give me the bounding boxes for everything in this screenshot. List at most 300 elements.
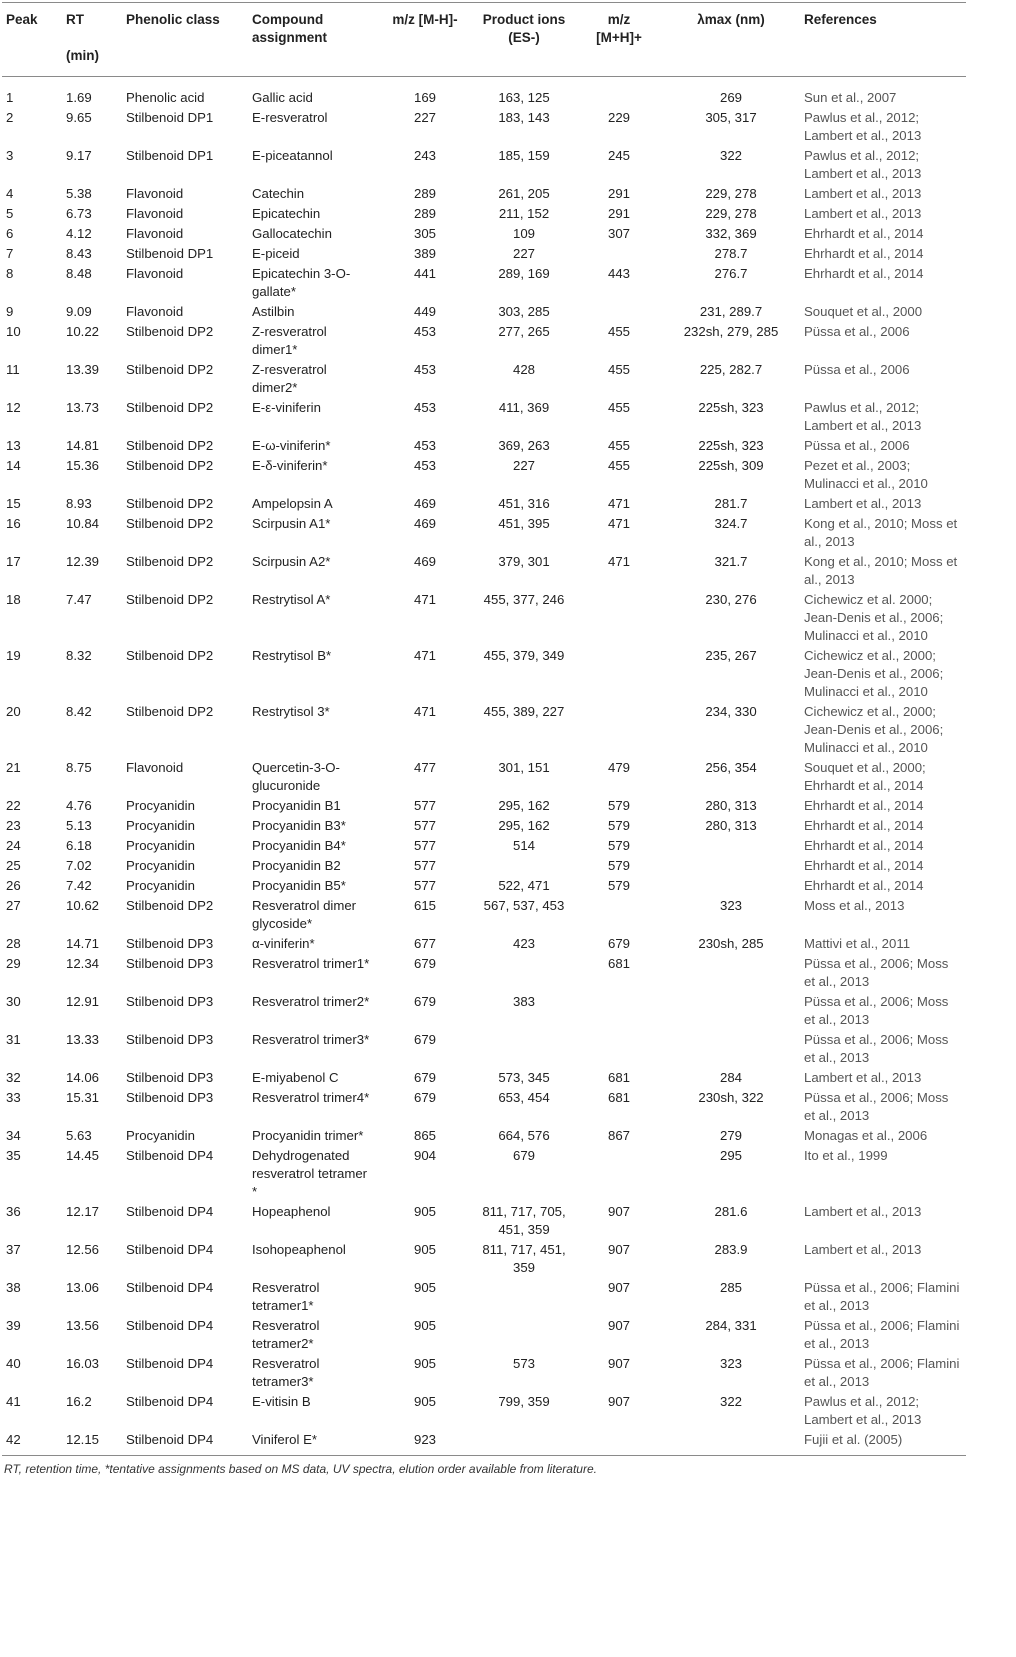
- cell-compound: Ampelopsin A: [252, 496, 333, 511]
- cell-rt: 14.81: [66, 438, 100, 453]
- cell-peak: 41: [6, 1394, 21, 1409]
- cell-peak: 22: [6, 798, 21, 813]
- table-row: [2, 1029, 966, 1067]
- cell-peak: 36: [6, 1204, 21, 1219]
- cell-lambda-max: [662, 835, 800, 855]
- cell-lambda-max: 322: [719, 148, 742, 163]
- cell-rt: 4.76: [66, 798, 92, 813]
- table-row: [2, 953, 966, 991]
- cell-mz-pos: 907: [607, 1356, 630, 1371]
- cell-lambda-max: 235, 267: [705, 648, 757, 663]
- cell-compound: Procyanidin B4*: [252, 838, 346, 853]
- cell-lambda-max: 284: [719, 1070, 742, 1085]
- table-row: [2, 301, 966, 321]
- cell-mz-neg: 577: [413, 858, 436, 873]
- cell-peak: 40: [6, 1356, 21, 1371]
- cell-peak: 34: [6, 1128, 21, 1143]
- cell-references: Pawlus et al., 2012; Lambert et al., 2013: [804, 400, 922, 433]
- cell-mz-neg: 477: [413, 760, 436, 775]
- cell-mz-pos: [576, 77, 662, 108]
- header-references: [800, 3, 966, 77]
- cell-product-ions: 514: [512, 838, 535, 853]
- cell-lambda-max: 321.7: [714, 554, 748, 569]
- cell-mz-pos: [576, 701, 662, 757]
- cell-mz-pos: 907: [607, 1394, 630, 1409]
- cell-class: Stilbenoid DP4: [126, 1318, 214, 1333]
- cell-class: Procyanidin: [126, 1128, 195, 1143]
- cell-compound: E-ω-viniferin*: [252, 438, 331, 453]
- table-row: [2, 1201, 966, 1239]
- cell-product-ions: 227: [512, 246, 535, 261]
- cell-mz-neg: 469: [413, 516, 436, 531]
- cell-lambda-max: [662, 1429, 800, 1456]
- cell-peak: 25: [6, 858, 21, 873]
- cell-product-ions: 799, 359: [498, 1394, 550, 1409]
- cell-mz-pos: 907: [607, 1280, 630, 1295]
- cell-mz-pos: 867: [607, 1128, 630, 1143]
- cell-mz-pos: 579: [607, 838, 630, 853]
- cell-peak: 26: [6, 878, 21, 893]
- table-row: [2, 455, 966, 493]
- cell-product-ions: 522, 471: [498, 878, 550, 893]
- cell-compound: Astilbin: [252, 304, 295, 319]
- cell-lambda-max: 323: [719, 898, 742, 913]
- cell-references: Ehrhardt et al., 2014: [804, 858, 924, 873]
- cell-mz-pos: 229: [607, 110, 630, 125]
- cell-compound: Restrytisol A*: [252, 592, 331, 607]
- cell-mz-neg: 905: [413, 1204, 436, 1219]
- cell-mz-neg: 289: [413, 186, 436, 201]
- cell-product-ions: 277, 265: [498, 324, 550, 339]
- cell-mz-pos: 471: [607, 554, 630, 569]
- table-row: [2, 701, 966, 757]
- cell-compound: Resveratrol dimer glycoside*: [252, 898, 357, 931]
- cell-product-ions: 295, 162: [498, 818, 550, 833]
- cell-peak: 38: [6, 1280, 21, 1295]
- cell-rt: 15.31: [66, 1090, 100, 1105]
- table-row: [2, 107, 966, 145]
- table-row: [2, 589, 966, 645]
- cell-compound: Procyanidin B1: [252, 798, 341, 813]
- cell-references: Kong et al., 2010; Moss et al., 2013: [804, 516, 958, 549]
- table-row: [2, 493, 966, 513]
- table-row: [2, 145, 966, 183]
- cell-lambda-max: 230sh, 285: [698, 936, 764, 951]
- cell-lambda-max: 278.7: [714, 246, 748, 261]
- cell-class: Stilbenoid DP2: [126, 362, 214, 377]
- cell-compound: E-δ-viniferin*: [252, 458, 328, 473]
- cell-peak: 29: [6, 956, 21, 971]
- cell-product-ions: 303, 285: [498, 304, 550, 319]
- table-row: [2, 263, 966, 301]
- cell-peak: 14: [6, 458, 21, 473]
- table-row: [2, 795, 966, 815]
- cell-rt: 14.06: [66, 1070, 100, 1085]
- cell-peak: 28: [6, 936, 21, 951]
- cell-compound: E-piceid: [252, 246, 300, 261]
- cell-rt: 12.56: [66, 1242, 100, 1257]
- cell-references: Lambert et al., 2013: [804, 1070, 922, 1085]
- cell-compound: Gallocatechin: [252, 226, 332, 241]
- cell-mz-neg: 169: [413, 90, 436, 105]
- table-row: [2, 875, 966, 895]
- cell-peak: 20: [6, 704, 21, 719]
- cell-mz-neg: 389: [413, 246, 436, 261]
- cell-rt: 13.73: [66, 400, 100, 415]
- cell-references: Ito et al., 1999: [804, 1148, 888, 1163]
- cell-compound: Viniferol E*: [252, 1432, 317, 1447]
- cell-peak: 16: [6, 516, 21, 531]
- cell-references: Kong et al., 2010; Moss et al., 2013: [804, 554, 958, 587]
- cell-mz-pos: 455: [607, 438, 630, 453]
- cell-product-ions: 811, 717, 451, 359: [482, 1242, 566, 1275]
- cell-lambda-max: 284, 331: [705, 1318, 757, 1333]
- cell-references: Sun et al., 2007: [804, 90, 897, 105]
- table-row: [2, 835, 966, 855]
- cell-mz-neg: 441: [413, 266, 436, 281]
- cell-product-ions: 573, 345: [498, 1070, 550, 1085]
- cell-rt: 5.63: [66, 1128, 92, 1143]
- cell-lambda-max: [662, 1029, 800, 1067]
- cell-lambda-max: 281.6: [714, 1204, 748, 1219]
- header-line: Product ions: [482, 12, 566, 27]
- cell-lambda-max: 332, 369: [705, 226, 757, 241]
- cell-lambda-max: 225sh, 309: [698, 458, 764, 473]
- cell-product-ions: 301, 151: [498, 760, 550, 775]
- cell-peak: 15: [6, 496, 21, 511]
- cell-lambda-max: 229, 278: [705, 186, 757, 201]
- cell-references: Ehrhardt et al., 2014: [804, 818, 924, 833]
- table-row: [2, 757, 966, 795]
- cell-product-ions: 423: [512, 936, 535, 951]
- cell-mz-neg: 905: [413, 1242, 436, 1257]
- cell-rt: 8.48: [66, 266, 92, 281]
- header-line: [66, 29, 118, 47]
- cell-mz-neg: 471: [413, 704, 436, 719]
- cell-mz-pos: 245: [607, 148, 630, 163]
- cell-mz-neg: 305: [413, 226, 436, 241]
- table-row: [2, 1315, 966, 1353]
- cell-product-ions: 451, 395: [498, 516, 550, 531]
- cell-peak: 5: [6, 206, 14, 221]
- cell-references: Ehrhardt et al., 2014: [804, 266, 924, 281]
- cell-compound: Procyanidin B2: [252, 858, 341, 873]
- cell-references: Moss et al., 2013: [804, 898, 905, 913]
- cell-mz-pos: 471: [607, 496, 630, 511]
- table-row: [2, 397, 966, 435]
- cell-class: Stilbenoid DP2: [126, 400, 214, 415]
- cell-references: Püssa et al., 2006; Moss et al., 2013: [804, 1032, 949, 1065]
- cell-references: Lambert et al., 2013: [804, 1204, 922, 1219]
- cell-lambda-max: [662, 875, 800, 895]
- table-row: [2, 77, 966, 108]
- cell-mz-neg: 469: [413, 496, 436, 511]
- cell-references: Püssa et al., 2006: [804, 438, 910, 453]
- cell-class: Procyanidin: [126, 858, 195, 873]
- cell-product-ions: 289, 169: [498, 266, 550, 281]
- cell-peak: 31: [6, 1032, 21, 1047]
- cell-mz-neg: 227: [413, 110, 436, 125]
- cell-product-ions: 383: [512, 994, 535, 1009]
- table-row: [2, 1391, 966, 1429]
- cell-lambda-max: 280, 313: [705, 798, 757, 813]
- cell-peak: 39: [6, 1318, 21, 1333]
- cell-class: Stilbenoid DP1: [126, 246, 214, 261]
- cell-class: Stilbenoid DP2: [126, 516, 214, 531]
- cell-compound: Z-resveratrol dimer2*: [252, 362, 327, 395]
- cell-product-ions: [472, 855, 576, 875]
- cell-mz-neg: 469: [413, 554, 436, 569]
- cell-compound: Catechin: [252, 186, 305, 201]
- cell-references: Monagas et al., 2006: [804, 1128, 928, 1143]
- cell-rt: 14.71: [66, 936, 100, 951]
- cell-peak: 21: [6, 760, 21, 775]
- cell-lambda-max: 231, 289.7: [699, 304, 763, 319]
- cell-compound: Dehydrogenated resveratrol tetramer *: [252, 1148, 368, 1199]
- cell-mz-neg: 577: [413, 798, 436, 813]
- cell-rt: 16.03: [66, 1356, 100, 1371]
- cell-peak: 18: [6, 592, 21, 607]
- table-row: [2, 203, 966, 223]
- cell-product-ions: 455, 379, 349: [483, 648, 565, 663]
- cell-product-ions: [472, 1315, 576, 1353]
- cell-references: Cichewicz et al., 2000; Jean-Denis et al., 2006; Mulinacci et al., 2010: [804, 704, 944, 755]
- cell-product-ions: 573: [512, 1356, 535, 1371]
- cell-rt: 13.56: [66, 1318, 100, 1333]
- cell-mz-pos: 307: [607, 226, 630, 241]
- cell-lambda-max: 280, 313: [705, 818, 757, 833]
- cell-lambda-max: 256, 354: [705, 760, 757, 775]
- cell-peak: 11: [6, 362, 20, 377]
- cell-mz-neg: 677: [413, 936, 436, 951]
- header-rt: [62, 3, 122, 77]
- cell-peak: 9: [6, 304, 14, 319]
- cell-product-ions: 109: [512, 226, 535, 241]
- cell-lambda-max: 324.7: [714, 516, 748, 531]
- cell-class: Stilbenoid DP2: [126, 592, 214, 607]
- cell-rt: 9.09: [66, 304, 92, 319]
- cell-mz-neg: 453: [413, 400, 436, 415]
- table-row: [2, 895, 966, 933]
- cell-product-ions: 185, 159: [498, 148, 550, 163]
- cell-references: Pawlus et al., 2012; Lambert et al., 2013: [804, 1394, 922, 1427]
- cell-mz-neg: 679: [413, 956, 436, 971]
- header-compound: [248, 3, 378, 77]
- cell-product-ions: 653, 454: [498, 1090, 550, 1105]
- cell-references: Cichewicz et al. 2000; Jean-Denis et al., 2006; Mulinacci et al., 2010: [804, 592, 944, 643]
- cell-mz-pos: [576, 1429, 662, 1456]
- cell-class: Procyanidin: [126, 818, 195, 833]
- cell-product-ions: 227: [512, 458, 535, 473]
- cell-mz-neg: 453: [413, 324, 436, 339]
- cell-peak: 33: [6, 1090, 21, 1105]
- cell-product-ions: 295, 162: [498, 798, 550, 813]
- table-row: [2, 223, 966, 243]
- cell-product-ions: 428: [512, 362, 535, 377]
- table-row: [2, 1429, 966, 1456]
- cell-peak: 17: [6, 554, 21, 569]
- cell-rt: 15.36: [66, 458, 100, 473]
- table-row: [2, 435, 966, 455]
- cell-rt: 1.69: [66, 90, 92, 105]
- cell-references: Püssa et al., 2006: [804, 362, 910, 377]
- cell-lambda-max: 281.7: [714, 496, 748, 511]
- cell-rt: 5.38: [66, 186, 92, 201]
- cell-compound: Epicatechin 3-O-gallate*: [252, 266, 351, 299]
- cell-mz-neg: 453: [413, 362, 436, 377]
- cell-compound: Procyanidin trimer*: [252, 1128, 364, 1143]
- cell-lambda-max: 225, 282.7: [699, 362, 763, 377]
- cell-references: Püssa et al., 2006; Flamini et al., 2013: [804, 1356, 960, 1389]
- cell-product-ions: [472, 1429, 576, 1456]
- cell-product-ions: 261, 205: [498, 186, 550, 201]
- cell-references: Pezet et al., 2003; Mulinacci et al., 2010: [804, 458, 928, 491]
- cell-rt: 13.06: [66, 1280, 100, 1295]
- table-row: [2, 1353, 966, 1391]
- cell-class: Stilbenoid DP2: [126, 648, 214, 663]
- cell-peak: 2: [6, 110, 14, 125]
- cell-mz-neg: 615: [413, 898, 436, 913]
- cell-references: Ehrhardt et al., 2014: [804, 798, 924, 813]
- cell-lambda-max: [662, 855, 800, 875]
- cell-class: Stilbenoid DP2: [126, 324, 214, 339]
- cell-mz-pos: 681: [607, 1070, 630, 1085]
- cell-peak: 42: [6, 1432, 21, 1447]
- cell-lambda-max: 322: [719, 1394, 742, 1409]
- cell-lambda-max: 295: [719, 1148, 742, 1163]
- cell-peak: 10: [6, 324, 21, 339]
- table-row: [2, 1277, 966, 1315]
- table-row: [2, 991, 966, 1029]
- cell-lambda-max: 305, 317: [705, 110, 757, 125]
- cell-peak: 27: [6, 898, 21, 913]
- cell-class: Flavonoid: [126, 304, 184, 319]
- cell-mz-neg: 905: [413, 1356, 436, 1371]
- cell-class: Stilbenoid DP2: [126, 704, 214, 719]
- cell-class: Stilbenoid DP3: [126, 1090, 214, 1105]
- cell-references: Lambert et al., 2013: [804, 496, 922, 511]
- cell-class: Flavonoid: [126, 186, 184, 201]
- cell-rt: 9.17: [66, 148, 92, 163]
- cell-references: Souquet et al., 2000: [804, 304, 923, 319]
- cell-class: Stilbenoid DP2: [126, 496, 214, 511]
- cell-lambda-max: 230sh, 322: [698, 1090, 764, 1105]
- cell-lambda-max: 225sh, 323: [698, 438, 764, 453]
- compound-table: [2, 2, 966, 1456]
- cell-class: Stilbenoid DP3: [126, 956, 214, 971]
- cell-references: Püssa et al., 2006; Moss et al., 2013: [804, 1090, 949, 1123]
- cell-class: Stilbenoid DP4: [126, 1432, 214, 1447]
- cell-mz-neg: 471: [413, 648, 436, 663]
- cell-compound: Scirpusin A1*: [252, 516, 331, 531]
- cell-mz-pos: 455: [607, 324, 630, 339]
- cell-compound: Hopeaphenol: [252, 1204, 331, 1219]
- cell-mz-pos: 679: [607, 936, 630, 951]
- cell-rt: 7.47: [66, 592, 92, 607]
- cell-class: Stilbenoid DP3: [126, 936, 214, 951]
- cell-mz-pos: 455: [607, 458, 630, 473]
- table-row: [2, 359, 966, 397]
- cell-peak: 3: [6, 148, 14, 163]
- cell-rt: 8.93: [66, 496, 92, 511]
- cell-mz-pos: 479: [607, 760, 630, 775]
- cell-class: Stilbenoid DP3: [126, 1032, 214, 1047]
- cell-class: Procyanidin: [126, 838, 195, 853]
- cell-compound: Resveratrol trimer2*: [252, 994, 370, 1009]
- cell-compound: Procyanidin B3*: [252, 818, 346, 833]
- cell-peak: 37: [6, 1242, 21, 1257]
- cell-mz-pos: [576, 895, 662, 933]
- cell-references: Souquet et al., 2000; Ehrhardt et al., 2014: [804, 760, 926, 793]
- header-mz-pos: [576, 3, 662, 77]
- cell-product-ions: 451, 316: [498, 496, 550, 511]
- cell-rt: 7.02: [66, 858, 92, 873]
- table-row: [2, 855, 966, 875]
- cell-rt: 8.75: [66, 760, 92, 775]
- cell-lambda-max: 269: [719, 90, 742, 105]
- cell-mz-pos: 579: [607, 818, 630, 833]
- cell-class: Stilbenoid DP3: [126, 994, 214, 1009]
- cell-mz-pos: [576, 589, 662, 645]
- cell-peak: 1: [6, 90, 14, 105]
- cell-product-ions: 211, 152: [498, 206, 550, 221]
- table-row: [2, 1087, 966, 1125]
- table-row: [2, 1067, 966, 1087]
- cell-compound: Scirpusin A2*: [252, 554, 331, 569]
- cell-mz-pos: 291: [607, 186, 630, 201]
- table-row: [2, 1125, 966, 1145]
- cell-mz-neg: 904: [413, 1148, 436, 1163]
- cell-references: Püssa et al., 2006; Flamini et al., 2013: [804, 1318, 960, 1351]
- cell-rt: 6.73: [66, 206, 92, 221]
- cell-compound: Resveratrol tetramer3*: [252, 1356, 320, 1389]
- cell-mz-neg: 453: [413, 458, 436, 473]
- cell-rt: 6.18: [66, 838, 92, 853]
- cell-class: Stilbenoid DP4: [126, 1148, 214, 1163]
- cell-rt: 4.12: [66, 226, 92, 241]
- cell-rt: 8.43: [66, 246, 92, 261]
- cell-product-ions: 811, 717, 705, 451, 359: [482, 1204, 566, 1237]
- table-row: [2, 243, 966, 263]
- cell-product-ions: 455, 389, 227: [483, 704, 565, 719]
- cell-compound: Resveratrol tetramer2*: [252, 1318, 320, 1351]
- header-line: RT: [66, 12, 84, 27]
- cell-lambda-max: 279: [719, 1128, 742, 1143]
- cell-lambda-max: 283.9: [714, 1242, 748, 1257]
- header-lambda-max: [662, 3, 800, 77]
- cell-mz-pos: 681: [607, 1090, 630, 1105]
- cell-peak: 30: [6, 994, 21, 1009]
- cell-class: Procyanidin: [126, 878, 195, 893]
- cell-mz-pos: 681: [607, 956, 630, 971]
- cell-compound: Gallic acid: [252, 90, 313, 105]
- cell-class: Stilbenoid DP1: [126, 110, 214, 125]
- cell-rt: 13.39: [66, 362, 100, 377]
- cell-class: Procyanidin: [126, 798, 195, 813]
- cell-references: Püssa et al., 2006; Moss et al., 2013: [804, 994, 949, 1027]
- cell-peak: 32: [6, 1070, 21, 1085]
- cell-peak: 7: [6, 246, 14, 261]
- cell-references: Püssa et al., 2006: [804, 324, 910, 339]
- cell-peak: 8: [6, 266, 14, 281]
- cell-rt: 8.42: [66, 704, 92, 719]
- cell-lambda-max: 285: [719, 1280, 742, 1295]
- table-row: [2, 1239, 966, 1277]
- cell-mz-neg: 679: [413, 1090, 436, 1105]
- cell-class: Stilbenoid DP4: [126, 1204, 214, 1219]
- cell-peak: 6: [6, 226, 14, 241]
- table-row: [2, 933, 966, 953]
